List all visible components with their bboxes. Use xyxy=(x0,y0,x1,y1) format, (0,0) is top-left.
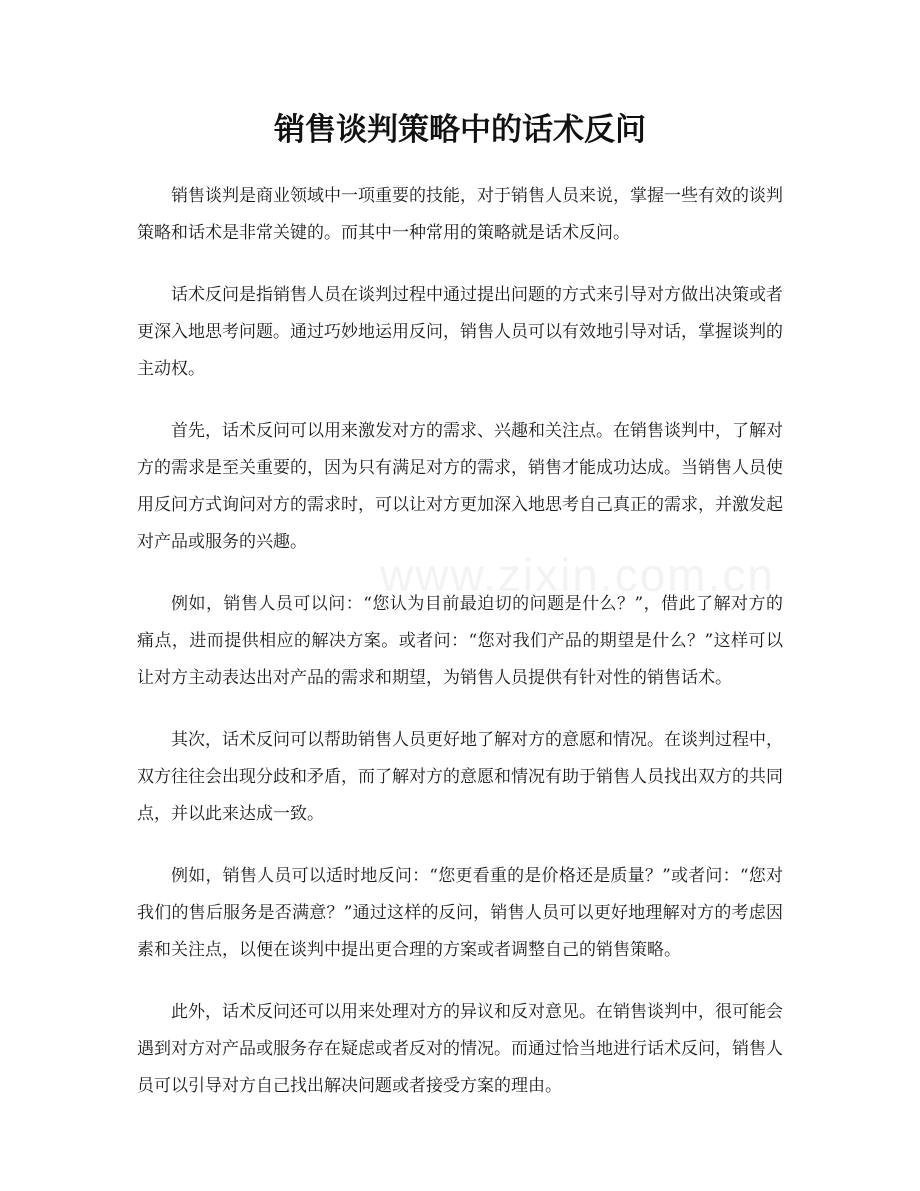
paragraph-6: 例如，销售人员可以适时地反问：“您更看重的是价格还是质量？”或者问：“您对我们的售后服务是否满意？”通过这样的反问，销售人员可以更好地理解对方的考虑因素和关注点，以便在谈判中提出更合理的方案或者调整自己的销售策略。 xyxy=(137,866,783,960)
paragraph-3: 首先，话术反问可以用来激发对方的需求、兴趣和关注点。在销售谈判中，了解对方的需求是至关重要的，因为只有满足对方的需求，销售才能成功达成。当销售人员使用反问方式询问对方的需求时，可以让对方更加深入地思考自己真正的需求，并激发起对产品或服务的兴趣。 xyxy=(137,421,783,552)
paragraph-4: 例如，销售人员可以问：“您认为目前最迫切的问题是什么？”，借此了解对方的痛点，进而提供相应的解决方案。或者问：“您对我们产品的期望是什么？”这样可以让对方主动表达出对产品的需求和期望，为销售人员提供有针对性的销售话术。 xyxy=(137,594,783,688)
document-title: 销售谈判策略中的话术反问 xyxy=(274,112,646,148)
paragraph-5: 其次，话术反问可以帮助销售人员更好地了解对方的意愿和情况。在谈判过程中，双方往往会出现分歧和矛盾，而了解对方的意愿和情况有助于销售人员找出双方的共同点，并以此来达成一致。 xyxy=(137,730,783,824)
watermark-text: www.zixin.com.cn xyxy=(380,549,775,601)
paragraph-2: 话术反问是指销售人员在谈判过程中通过提出问题的方式来引导对方做出决策或者更深入地思考问题。通过巧妙地运用反问，销售人员可以有效地引导对话，掌握谈判的主动权。 xyxy=(137,285,783,379)
paragraph-7: 此外，话术反问还可以用来处理对方的异议和反对意见。在销售谈判中，很可能会遇到对方对产品或服务存在疑虑或者反对的情况。而通过恰当地进行话术反问，销售人员可以引导对方自己找出解决问题或者接受方案的理由。 xyxy=(137,1002,783,1096)
paragraph-1: 销售谈判是商业领域中一项重要的技能，对于销售人员来说，掌握一些有效的谈判策略和话术是非常关键的。而其中一种常用的策略就是话术反问。 xyxy=(137,186,783,243)
document-body xyxy=(137,178,783,1130)
